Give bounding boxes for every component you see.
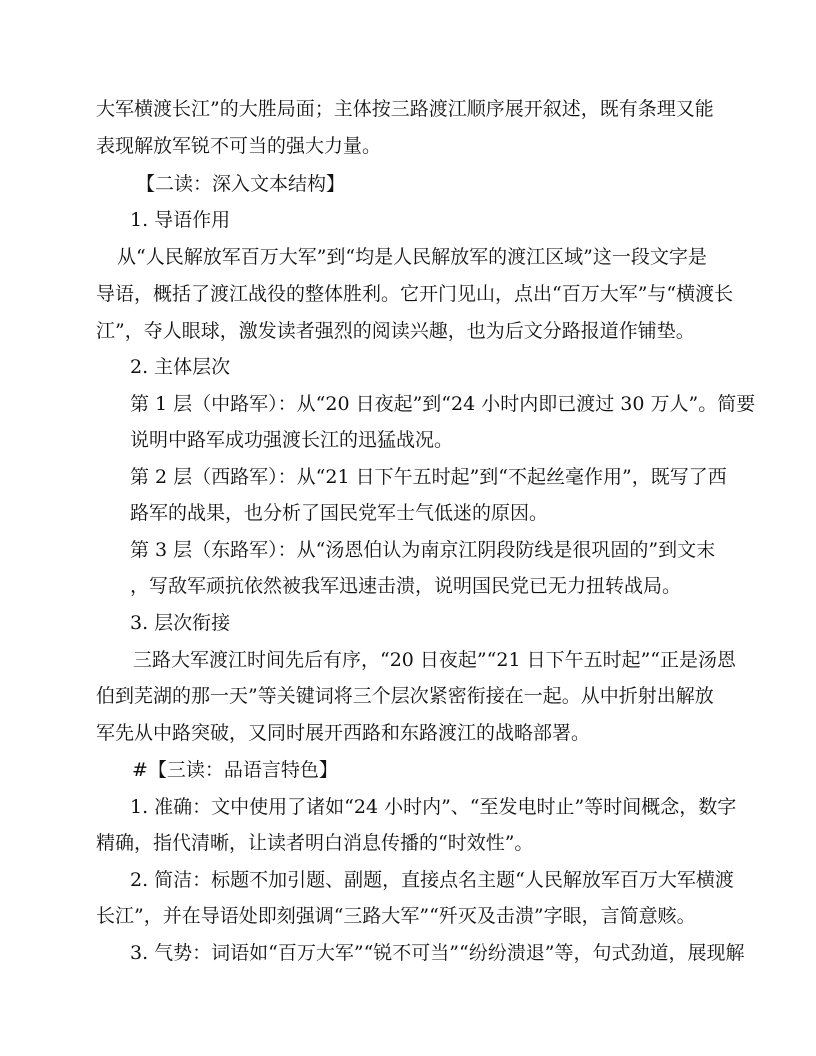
paragraph-line: 长江”，并在导语处即刻强调“三路大军”“歼灭及击溃”字眼，言简意赅。 (96, 905, 696, 927)
paragraph-line: 伯到芜湖的那一天”等关键词将三个层次紧密衔接在一起。从中折射出解放 (96, 685, 714, 707)
paragraph-line: 大军横渡长江”的大胜局面；主体按三路渡江顺序展开叙述，既有条理又能 (96, 98, 714, 120)
paragraph-line: 三路大军渡江时间先后有序，“20 日夜起”“21 日下午五时起”“正是汤恩 (133, 649, 737, 671)
subheading: 1. 导语作用 (130, 209, 231, 231)
paragraph-line: 1. 准确：文中使用了诸如“24 小时内”、“至发电时止”等时间概念，数字 (130, 796, 737, 818)
paragraph-line: 2. 简洁：标题不加引题、副题，直接点名主题“人民解放军百万大军横渡 (130, 869, 734, 891)
paragraph-line: 说明中路军成功强渡长江的迅猛战况。 (130, 429, 454, 451)
paragraph-line: 第 1 层（中路军）：从“20 日夜起”到“24 小时内即已渡过 30 万人”。简要 (130, 393, 756, 415)
paragraph-line: 精确，指代清晰，让读者明白消息传播的“时效性”。 (96, 832, 534, 854)
paragraph-line: 从“人民解放军百万大军”到“均是人民解放军的渡江区域”这一段文字是 (117, 246, 707, 268)
subheading: 2. 主体层次 (130, 356, 231, 378)
paragraph-line: 表现解放军锐不可当的强大力量。 (96, 135, 382, 157)
section-heading: 【二读：深入文本结构】 (136, 173, 346, 195)
paragraph-line: 3. 气势：词语如“百万大军”“锐不可当”“纷纷溃退”等，句式劲道，展现解 (130, 942, 745, 964)
paragraph-line: 第 2 层（西路军）：从“21 日下午五时起”到“不起丝毫作用”，既写了西 (130, 466, 727, 488)
paragraph-line: ，写敌军顽抗依然被我军迅速击溃，说明国民党已无力扭转战局。 (130, 575, 682, 597)
paragraph-line: 导语，概括了渡江战役的整体胜利。它开门见山，点出“百万大军”与“横渡长 (96, 283, 734, 305)
subheading: 3. 层次衔接 (130, 612, 231, 634)
paragraph-line: 第 3 层（东路军）：从“汤恩伯认为南京江阴段防线是很巩固的”到文末 (130, 539, 716, 561)
paragraph-line: 江”，夺人眼球，激发读者强烈的阅读兴趣，也为后文分路报道作铺垫。 (96, 320, 695, 342)
section-heading: #【三读：品语言特色】 (132, 759, 338, 781)
paragraph-line: 军先从中路突破，又同时展开西路和东路渡江的战略部署。 (96, 722, 591, 744)
paragraph-line: 路军的战果，也分析了国民党军士气低迷的原因。 (130, 502, 549, 524)
